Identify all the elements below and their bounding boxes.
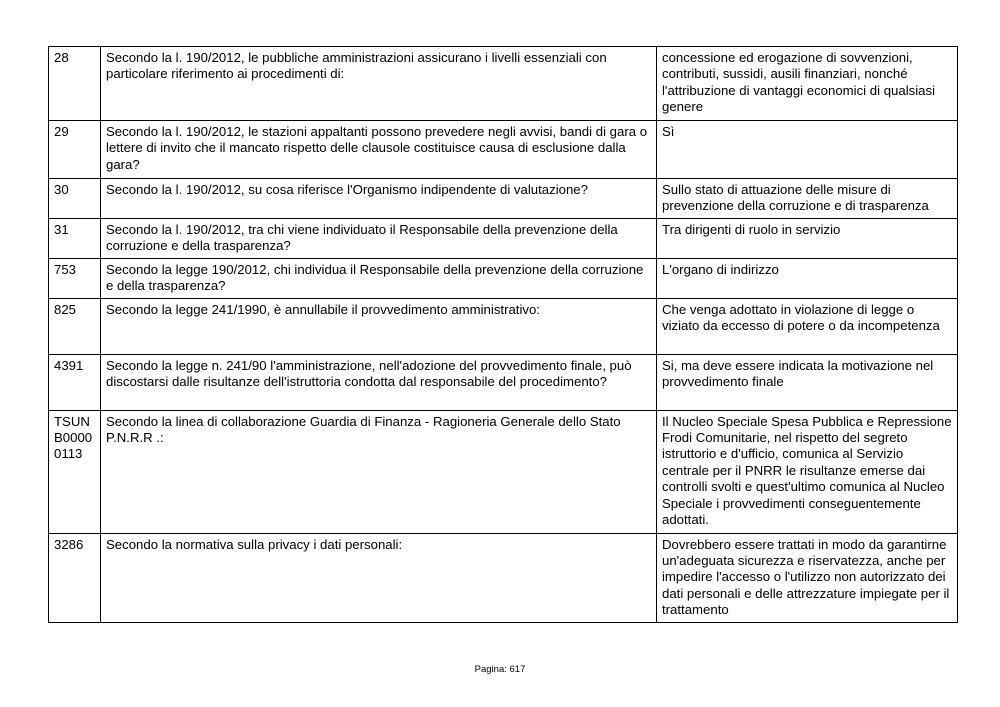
row-question: Secondo la l. 190/2012, le pubbliche amministrazioni assicurano i livelli essenziali con particolare riferimento ai procedimenti di: (101, 47, 657, 121)
row-id: 28 (49, 47, 101, 121)
row-question: Secondo la l. 190/2012, le stazioni appaltanti possono prevedere negli avvisi, bandi di gara o lettere di invito che il mancato rispetto delle clausole costituisce causa di esclusione dalla gara? (101, 121, 657, 179)
row-answer: Tra dirigenti di ruolo in servizio (657, 218, 958, 258)
row-question: Secondo la legge 190/2012, chi individua il Responsabile della prevenzione della corruzione e della trasparenza? (101, 258, 657, 298)
question-table (48, 46, 958, 623)
row-id: 753 (49, 258, 101, 298)
row-answer: Sullo stato di attuazione delle misure di prevenzione della corruzione e di trasparenza (657, 179, 958, 219)
table-row (49, 218, 958, 258)
table-row (49, 121, 958, 179)
table-row (49, 410, 958, 533)
row-id: 30 (49, 179, 101, 219)
table-row (49, 298, 958, 354)
row-id: 29 (49, 121, 101, 179)
table-row (49, 179, 958, 219)
row-answer: Sì (657, 121, 958, 179)
row-question: Secondo la legge n. 241/90 l'amministrazione, nell'adozione del provvedimento finale, può discostarsi dalle risultanze dell'istruttoria condotta dal responsabile del procedimento? (101, 354, 657, 410)
table-row (49, 533, 958, 622)
table-row (49, 47, 958, 121)
row-answer: Dovrebbero essere trattati in modo da garantirne un'adeguata sicurezza e riservatezza, anche per impedire l'accesso o l'utilizzo non autorizzato dei dati personali e delle attrezzature impiegate per il trattamento (657, 533, 958, 622)
table-row (49, 354, 958, 410)
row-answer: concessione ed erogazione di sovvenzioni, contributi, sussidi, ausili finanziari, nonché l'attribuzione di vantaggi economici di qualsiasi genere (657, 47, 958, 121)
row-id: 4391 (49, 354, 101, 410)
row-question: Secondo la normativa sulla privacy i dati personali: (101, 533, 657, 622)
row-question: Secondo la l. 190/2012, su cosa riferisce l'Organismo indipendente di valutazione? (101, 179, 657, 219)
row-answer: L'organo di indirizzo (657, 258, 958, 298)
row-id: 31 (49, 218, 101, 258)
row-answer: Si, ma deve essere indicata la motivazione nel provvedimento finale (657, 354, 958, 410)
row-id: 825 (49, 298, 101, 354)
table-row (49, 258, 958, 298)
row-id: TSUNB00000113 (49, 410, 101, 533)
row-question: Secondo la l. 190/2012, tra chi viene individuato il Responsabile della prevenzione della corruzione e della trasparenza? (101, 218, 657, 258)
row-question: Secondo la legge 241/1990, è annullabile il provvedimento amministrativo: (101, 298, 657, 354)
row-id: 3286 (49, 533, 101, 622)
row-question: Secondo la linea di collaborazione Guardia di Finanza - Ragioneria Generale dello Stato P.N.R.R .: (101, 410, 657, 533)
page-number: Pagina: 617 (474, 664, 526, 675)
row-answer: Che venga adottato in violazione di legge o viziato da eccesso di potere o da incompetenza (657, 298, 958, 354)
row-answer: Il Nucleo Speciale Spesa Pubblica e Repressione Frodi Comunitarie, nel rispetto del segreto istruttorio e d'ufficio, comunica al Servizio centrale per il PNRR le risultanze emerse dai controlli svolti e quest'ultimo comunica al Nucleo Speciale i provvedimenti conseguentemente adottati. (657, 410, 958, 533)
